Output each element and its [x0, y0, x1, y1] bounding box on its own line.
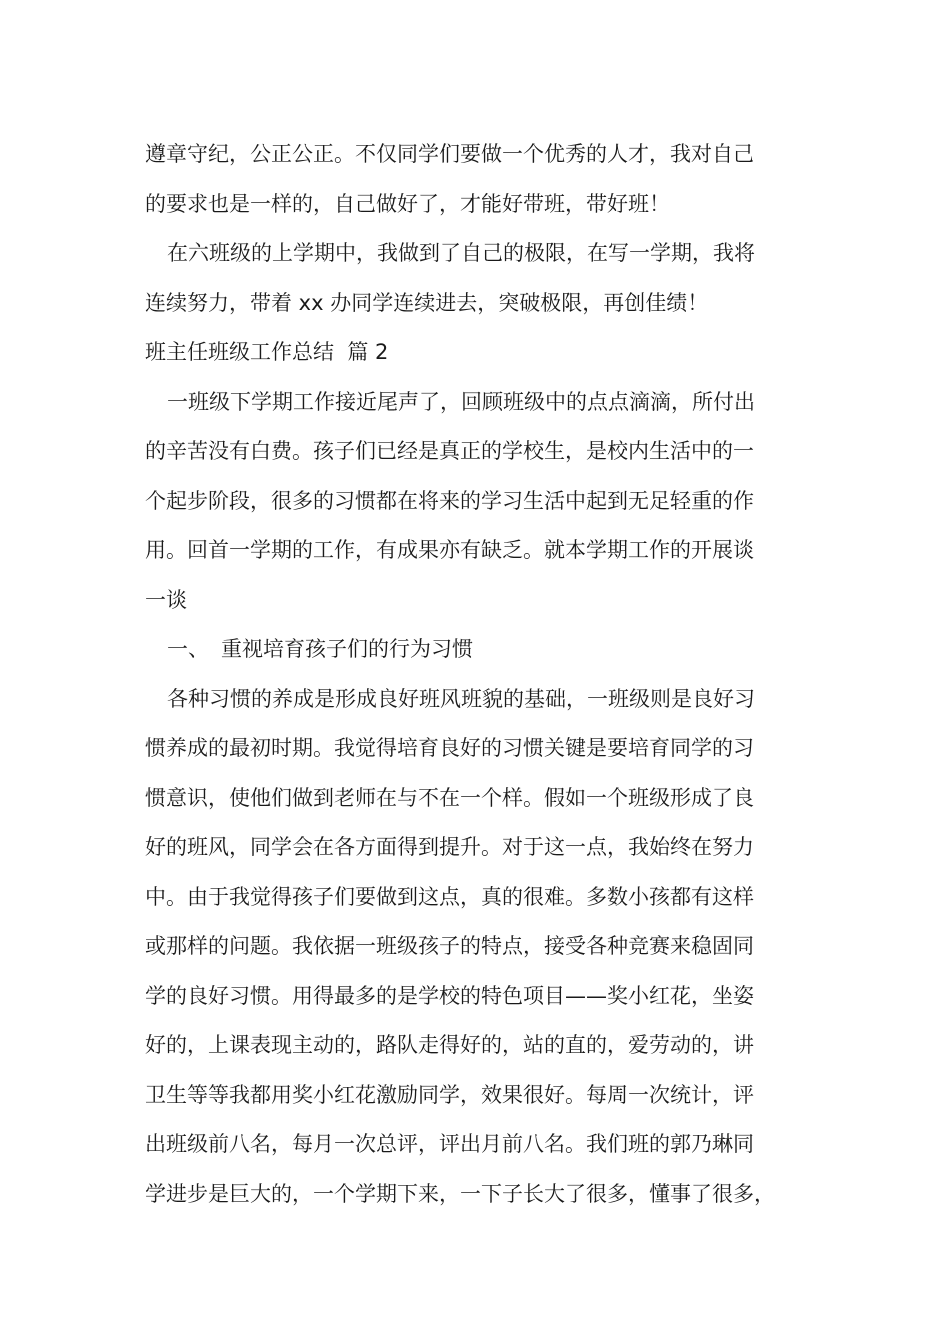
text-line: 好的班风，同学会在各方面得到提升。对于这一点，我始终在努力: [145, 835, 754, 859]
paragraph-2: [145, 229, 825, 328]
text-line: 学的良好习惯。用得最多的是学校的特色项目——奖小红花，坐姿: [145, 983, 754, 1008]
text-line: 各种习惯的养成是形成良好班风班貌的基础，一班级则是良好习: [167, 686, 755, 711]
subheading-text: 重视培育孩子们的行为习惯: [221, 637, 473, 661]
text-line: 学进步是巨大的，一个学期下来，一下子长大了很多，懂事了很多，: [145, 1181, 775, 1206]
paragraph-1: [145, 130, 825, 229]
text-line: 一班级下学期工作接近尾声了，回顾班级中的点点滴滴，所付出: [167, 389, 755, 414]
document-body: [145, 130, 825, 1219]
text-line: 卫生等等我都用奖小红花激励同学，效果很好。每周一次统计，评: [145, 1082, 754, 1107]
subheading: [145, 625, 825, 675]
text-line: 或那样的问题。我依据一班级孩子的特点，接受各种竞赛来稳固同: [145, 934, 754, 958]
text-line: 出班级前八名，每月一次总评，评出月前八名。我们班的郭乃琳同: [145, 1132, 754, 1156]
text-line: 用。回首一学期的工作，有成果亦有缺乏。就本学期工作的开展谈: [145, 538, 754, 562]
text-line: 一谈: [145, 587, 187, 612]
section-title-text: 班主任班级工作总结 篇 2: [145, 340, 389, 364]
text-line: 中。由于我觉得孩子们要做到这点，真的很难。多数小孩都有这样: [145, 884, 754, 909]
text-line: 惯意识，使他们做到老师在与不在一个样。假如一个班级形成了良: [145, 785, 754, 810]
text-line: 好的，上课表现主动的，路队走得好的，站的直的，爱劳动的，讲: [145, 1033, 754, 1057]
text-line: 遵章守纪，公正公正。不仅同学们要做一个优秀的人才，我对自己: [145, 142, 754, 166]
paragraph-4: [145, 675, 825, 1220]
section-title: [145, 328, 825, 378]
text-line: 在六班级的上学期中，我做到了自己的极限，在写一学期，我将: [167, 241, 755, 265]
text-line: 连续努力，带着 xx 办同学连续进去，突破极限，再创佳绩！: [145, 290, 709, 315]
text-line: 的辛苦没有白费。孩子们已经是真正的学校生，是校内生活中的一: [145, 439, 754, 463]
text-line: 的要求也是一样的，自己做好了，才能好带班，带好班！: [145, 191, 670, 216]
subheading-number: 一、: [167, 637, 209, 661]
text-line: 惯养成的最初时期。我觉得培育良好的习惯关键是要培育同学的习: [145, 736, 754, 760]
text-line: 个起步阶段，很多的习惯都在将来的学习生活中起到无足轻重的作: [145, 488, 754, 513]
paragraph-3: [145, 378, 825, 626]
